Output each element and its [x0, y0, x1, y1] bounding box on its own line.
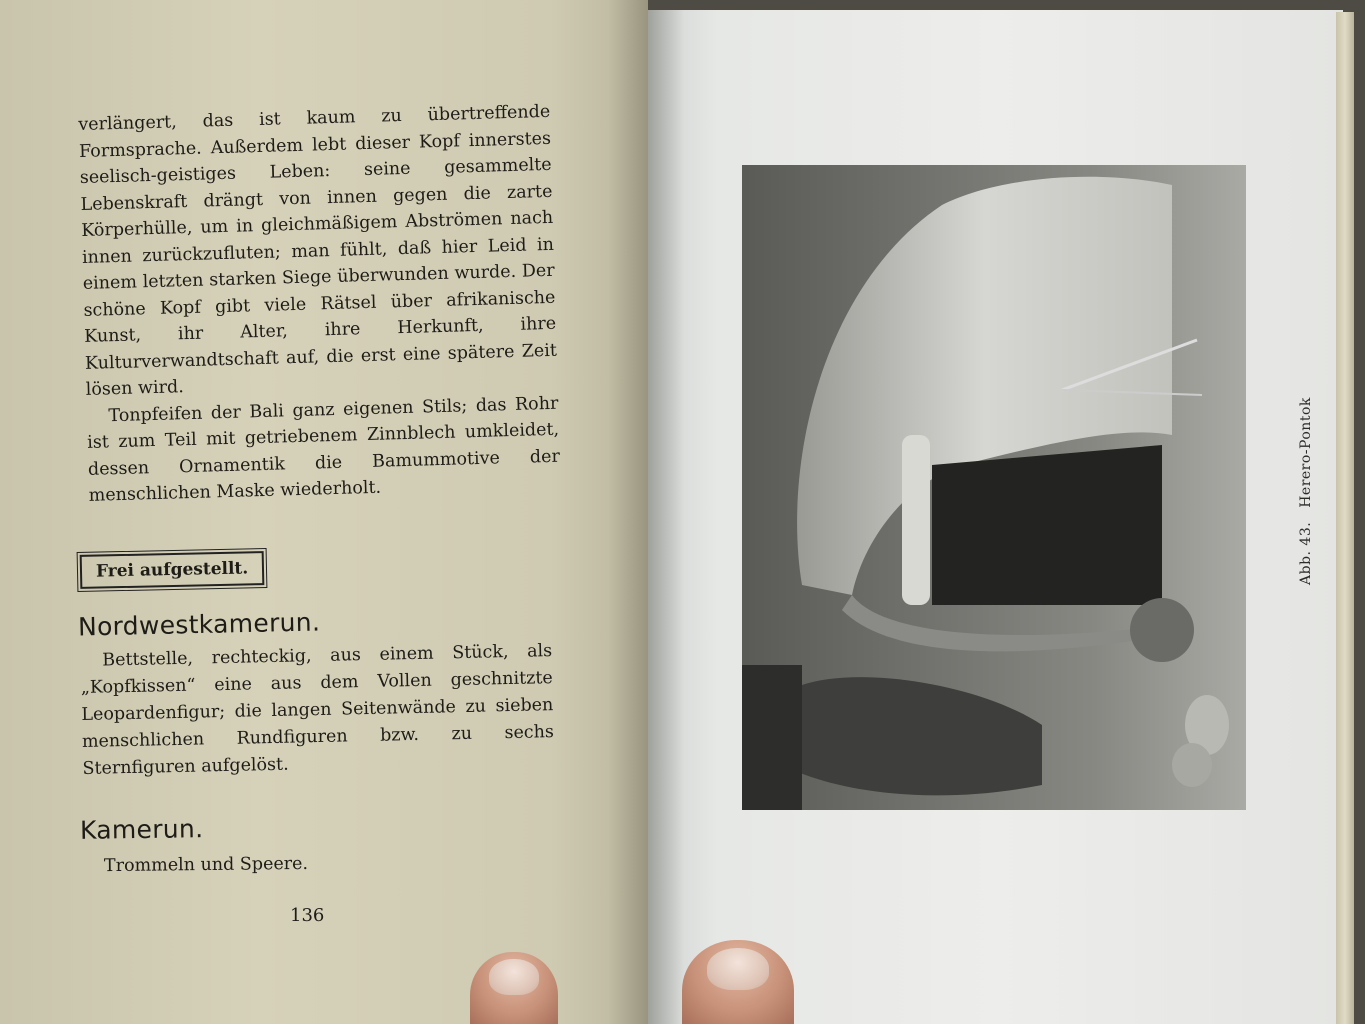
paragraph-bed-text: Bettstelle, rechteckig, aus einem Stück, als „Kopfkissen“ eine aus dem Vollen geschnitzte Leopardenfigur; die langen Seitenwände zu sieben menschlichen Rundfiguren bzw. zu sechs Sternfiguren aufgelöst.	[80, 641, 555, 779]
body-text-top	[78, 99, 561, 510]
paragraph-drums: Trommeln und Speere.	[103, 853, 309, 877]
pot	[1130, 598, 1194, 662]
gutter-shadow	[608, 0, 648, 1024]
thumbnail	[707, 948, 770, 990]
caption-figure-number: Abb. 43.	[1298, 521, 1314, 585]
gutter-shadow	[648, 10, 684, 1024]
paragraph-bed	[80, 638, 555, 783]
page-edges	[1336, 12, 1354, 1024]
gourd	[1172, 743, 1212, 787]
paragraph-continuation: verlängert, das ist kaum zu übertreffende Formsprache. Außerdem lebt dieser Kopf innerstes seelisch-geistiges Leben: seine gesammelte Lebenskraft drängt von innen gegen die zarte Körperhülle, um in gleichmäßigem Abströmen nach innen zurückzufluten; man fühlt, daß hier Leid in einem letzten starken Siege überwunden wurde. Der schöne Kopf gibt viele Rätsel über afrikanische Kunst, ihr Alter, ihre Herkunft, ihre Kulturverwandtschaft auf, die erst eine spätere Zeit lösen wird.	[78, 101, 558, 400]
section-heading-kamerun: Kamerun.	[79, 814, 204, 845]
post	[902, 435, 930, 605]
figure-caption	[1298, 397, 1314, 585]
section-heading-nordwestkamerun: Nordwestkamerun.	[77, 607, 321, 642]
page-number: 136	[290, 905, 325, 926]
paragraph-pipes: Tonpfeifen der Bali ganz eigenen Stils; das Rohr ist zum Teil mit getriebenem Zinnblech umkleidet, dessen Ornamentik die Bamummotive der menschlichen Maske wiederholt.	[86, 393, 561, 506]
caption-title: Herero-Pontok	[1298, 397, 1314, 508]
object-left	[742, 665, 802, 810]
hut-photo-illustration	[742, 165, 1246, 810]
boxed-section-label: Frei aufgestellt.	[80, 551, 265, 589]
figure-photo	[742, 165, 1246, 810]
thumbnail	[489, 959, 538, 995]
hut-entrance	[932, 445, 1162, 605]
